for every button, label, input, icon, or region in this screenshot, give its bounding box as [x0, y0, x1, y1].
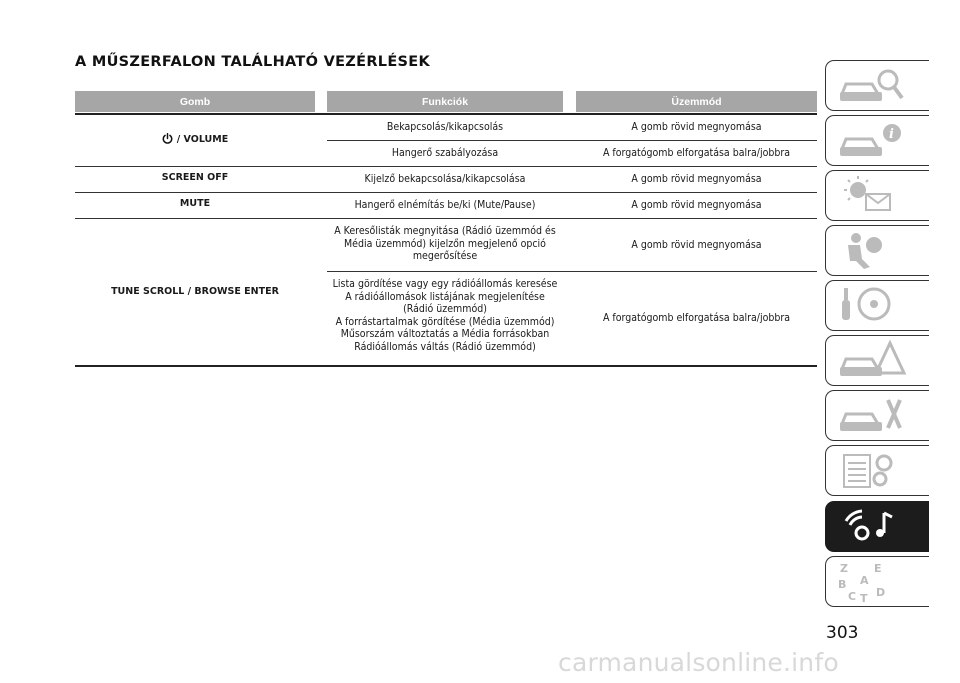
mode-text: A gomb rövid megnyomása [631, 238, 762, 251]
header-funkciok: Funkciók [327, 91, 563, 112]
function-cell: Hangerő szabályozása [391, 147, 499, 159]
function-line: Média üzemmód) kijelzőn megjelenő opció [344, 237, 546, 250]
mode-cell: A gomb rövid megnyomása [631, 199, 762, 211]
function-line: Rádióállomás váltás (Rádió üzemmód) [354, 340, 536, 353]
key-label: MUTE [179, 198, 211, 209]
function-cell: Bekapcsolás/kikapcsolás [386, 121, 504, 133]
chapter-tab-car-search[interactable] [825, 60, 929, 111]
index-letter: E [874, 562, 882, 575]
index-letter: C [848, 590, 857, 603]
function-line: A rádióállomások listájának megjelenítése [345, 290, 545, 303]
mode-cell: A forgatógomb elforgatása balra/jobbra [602, 147, 791, 159]
function-cell: Kijelző bekapcsolása/kikapcsolása [364, 173, 526, 185]
chapter-tab-spec-gears[interactable] [825, 445, 929, 496]
key-label: / VOLUME [176, 134, 229, 146]
index-letter: B [838, 578, 847, 591]
index-letter: A [860, 574, 869, 587]
spec-gears-icon [836, 449, 916, 493]
chapter-tab-key-steering[interactable] [825, 280, 929, 331]
mode-text: A forgatógomb elforgatása balra/jobbra [602, 312, 791, 325]
row-divider [75, 192, 817, 193]
key-label [75, 219, 315, 365]
function-line: Lista gördítése vagy egy rádióállomás keresése [332, 278, 558, 290]
function-cell: Hangerő elnémítás be/ki (Mute/Pause) [354, 199, 536, 211]
car-search-icon [836, 64, 916, 108]
function-line: (Rádió üzemmód) [403, 303, 487, 315]
index-letter: T [860, 592, 868, 604]
index-letter: Z [840, 562, 848, 575]
function-line: megerősítése [412, 250, 478, 262]
table-row-key [75, 114, 315, 166]
chapter-tab-alphabet-index[interactable] [825, 556, 929, 607]
multimedia-icon [836, 505, 916, 549]
index-letter: D [876, 586, 886, 599]
function-line: A Keresőlisták megnyitása (Rádió üzemmód és [334, 225, 556, 237]
key-label-text: TUNE SCROLL / BROWSE ENTER [111, 285, 279, 297]
mode-cell [576, 272, 817, 365]
mode-cell: A gomb rövid megnyomása [631, 121, 762, 133]
airbag-seat-icon [836, 229, 916, 273]
svg-text:i: i [889, 127, 894, 142]
table-bottom-rule [75, 365, 817, 367]
header-uzemmod: Üzemmód [576, 91, 817, 112]
function-cell [327, 278, 563, 353]
mode-cell: A gomb rövid megnyomása [631, 173, 762, 185]
car-warning-icon [836, 339, 916, 383]
alphabet-index-icon [836, 560, 916, 604]
car-tools-icon [836, 394, 916, 438]
chapter-tab-airbag-seat[interactable] [825, 225, 929, 276]
chapter-tab-car-tools[interactable] [825, 390, 929, 441]
function-line: Műsorszám változtatás a Média forrásokban [340, 328, 550, 340]
chapter-tab-car-info[interactable] [825, 115, 929, 166]
mode-cell [576, 219, 817, 271]
power-icon [162, 133, 173, 144]
function-line: A forrástartalmak gördítése (Média üzemmód) [335, 315, 555, 328]
key-steering-wheel-icon [836, 284, 916, 328]
page-number: 303 [826, 623, 859, 643]
function-cell [327, 225, 563, 263]
watermark: carmanualsonline.info [558, 648, 839, 677]
key-label: SCREEN OFF [161, 172, 229, 183]
chapter-tab-car-warning[interactable] [825, 335, 929, 386]
row-divider [327, 140, 817, 141]
chapter-tab-light-message[interactable] [825, 170, 929, 221]
chapter-tab-multimedia[interactable] [825, 501, 929, 552]
header-gomb: Gomb [75, 91, 315, 112]
page-title: A MŰSZERFALON TALÁLHATÓ VEZÉRLÉSEK [75, 54, 431, 70]
row-divider [75, 166, 817, 167]
car-info-icon [836, 119, 916, 163]
light-message-icon [836, 174, 916, 218]
